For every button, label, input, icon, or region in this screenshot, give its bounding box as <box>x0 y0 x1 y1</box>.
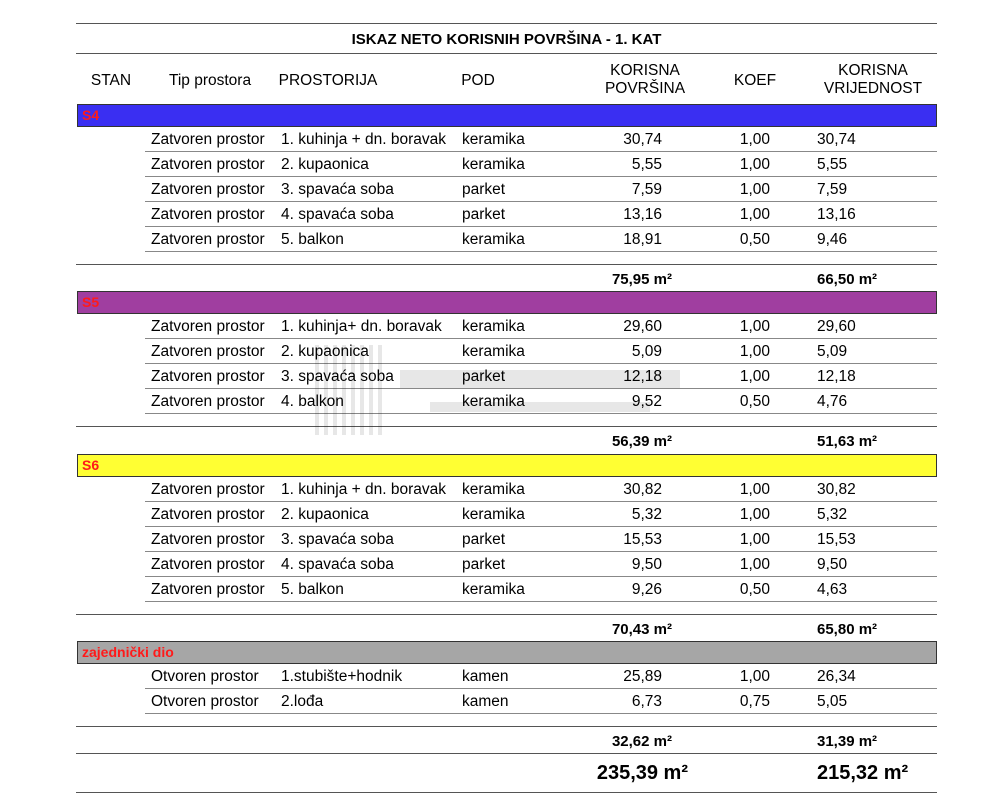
table-row <box>0 502 991 527</box>
header-stan: STAN <box>90 72 132 89</box>
subtotal-top-rule <box>76 614 937 615</box>
header-koef: KOEF <box>733 72 777 89</box>
subtotal-korisna-vrijednost: 66,50 m² <box>817 271 878 288</box>
cell-tip-prostora: Zatvoren prostor <box>151 393 265 410</box>
cell-prostorija: 2. kupaonica <box>281 506 369 523</box>
cell-prostorija: 2. kupaonica <box>281 343 369 360</box>
cell-pod: keramika <box>462 393 525 410</box>
cell-pod: parket <box>462 181 506 198</box>
cell-korisna-povrsina: 9,52 <box>631 393 662 410</box>
table-row <box>0 127 991 152</box>
header-prostorija: PROSTORIJA <box>278 72 378 89</box>
section-band <box>77 641 937 664</box>
section-band <box>77 454 937 477</box>
header-pod: POD <box>461 72 495 89</box>
table-row <box>0 202 991 227</box>
section-band <box>77 104 937 127</box>
cell-pod: keramika <box>462 318 525 335</box>
section-label: S5 <box>82 294 100 310</box>
cell-tip-prostora: Zatvoren prostor <box>151 131 265 148</box>
subtotal-top-rule <box>76 264 937 265</box>
header-korisna-vrijednost-line1: KORISNA <box>838 62 908 79</box>
cell-pod: keramika <box>462 506 525 523</box>
cell-koef: 0,75 <box>739 693 770 710</box>
cell-prostorija: 1.stubište+hodnik <box>281 668 403 685</box>
cell-prostorija: 4. balkon <box>281 393 344 410</box>
header-korisna-povrsina <box>590 62 700 98</box>
cell-pod: keramika <box>462 231 525 248</box>
cell-prostorija: 1. kuhinja + dn. boravak <box>281 481 447 498</box>
cell-korisna-vrijednost: 26,34 <box>817 668 856 685</box>
cell-tip-prostora: Zatvoren prostor <box>151 181 265 198</box>
cell-tip-prostora: Zatvoren prostor <box>151 368 265 385</box>
cell-tip-prostora: Zatvoren prostor <box>151 581 265 598</box>
cell-pod: kamen <box>462 693 509 710</box>
cell-korisna-vrijednost: 5,55 <box>817 156 848 173</box>
section-label: S6 <box>82 457 100 473</box>
table-row <box>0 152 991 177</box>
cell-prostorija: 1. kuhinja + dn. boravak <box>281 131 447 148</box>
cell-prostorija: 1. kuhinja+ dn. boravak <box>281 318 442 335</box>
subtotal-korisna-vrijednost: 31,39 m² <box>817 733 878 750</box>
header-korisna-vrijednost <box>810 62 936 98</box>
cell-korisna-povrsina: 25,89 <box>623 668 662 685</box>
cell-tip-prostora: Zatvoren prostor <box>151 318 265 335</box>
cell-tip-prostora: Zatvoren prostor <box>151 231 265 248</box>
row-underline <box>145 413 937 414</box>
cell-korisna-povrsina: 5,32 <box>631 506 662 523</box>
table-top-rule <box>76 23 937 24</box>
cell-korisna-vrijednost: 9,46 <box>817 231 848 248</box>
cell-tip-prostora: Zatvoren prostor <box>151 156 265 173</box>
cell-prostorija: 2.lođa <box>281 693 324 710</box>
cell-korisna-vrijednost: 9,50 <box>817 556 848 573</box>
cell-korisna-povrsina: 5,09 <box>631 343 662 360</box>
subtotal-korisna-povrsina: 75,95 m² <box>611 271 672 288</box>
cell-prostorija: 3. spavaća soba <box>281 368 394 385</box>
table-row <box>0 477 991 502</box>
table-row <box>0 227 991 252</box>
cell-pod: parket <box>462 368 506 385</box>
row-underline <box>145 601 937 602</box>
table-row <box>0 664 991 689</box>
cell-tip-prostora: Otvoren prostor <box>151 693 259 710</box>
table-row <box>0 314 991 339</box>
section-label: S4 <box>82 107 100 123</box>
cell-tip-prostora: Zatvoren prostor <box>151 343 265 360</box>
table-row <box>0 689 991 714</box>
cell-koef: 1,00 <box>739 181 770 198</box>
cell-koef: 1,00 <box>739 506 770 523</box>
cell-tip-prostora: Zatvoren prostor <box>151 531 265 548</box>
cell-tip-prostora: Zatvoren prostor <box>151 481 265 498</box>
cell-prostorija: 3. spavaća soba <box>281 181 394 198</box>
cell-koef: 1,00 <box>739 343 770 360</box>
cell-pod: parket <box>462 556 506 573</box>
cell-koef: 1,00 <box>739 481 770 498</box>
cell-tip-prostora: Zatvoren prostor <box>151 506 265 523</box>
cell-korisna-povrsina: 30,74 <box>623 131 662 148</box>
cell-korisna-vrijednost: 15,53 <box>817 531 856 548</box>
header-tip-prostora: Tip prostora <box>168 72 252 89</box>
cell-korisna-vrijednost: 30,82 <box>817 481 856 498</box>
table-row <box>0 577 991 602</box>
cell-koef: 1,00 <box>739 318 770 335</box>
cell-korisna-povrsina: 18,91 <box>623 231 662 248</box>
cell-korisna-vrijednost: 5,09 <box>817 343 848 360</box>
table-row <box>0 364 991 389</box>
cell-korisna-povrsina: 30,82 <box>623 481 662 498</box>
cell-korisna-vrijednost: 4,63 <box>817 581 848 598</box>
cell-korisna-povrsina: 9,26 <box>631 581 662 598</box>
cell-korisna-povrsina: 29,60 <box>623 318 662 335</box>
table-row <box>0 389 991 414</box>
cell-pod: parket <box>462 206 506 223</box>
table-row <box>0 177 991 202</box>
cell-korisna-vrijednost: 30,74 <box>817 131 856 148</box>
cell-korisna-povrsina: 6,73 <box>631 693 662 710</box>
grand-total-vrijednost: 215,32 m² <box>817 762 909 784</box>
cell-prostorija: 3. spavaća soba <box>281 531 394 548</box>
subtotal-korisna-povrsina: 56,39 m² <box>611 433 672 450</box>
header-korisna-povrsina-line1: KORISNA <box>610 62 680 79</box>
table-bottom-rule <box>76 792 937 793</box>
cell-korisna-povrsina: 15,53 <box>623 531 662 548</box>
cell-korisna-vrijednost: 12,18 <box>817 368 856 385</box>
cell-tip-prostora: Zatvoren prostor <box>151 206 265 223</box>
cell-korisna-povrsina: 13,16 <box>623 206 662 223</box>
cell-korisna-vrijednost: 7,59 <box>817 181 848 198</box>
cell-korisna-povrsina: 5,55 <box>631 156 662 173</box>
cell-koef: 1,00 <box>739 156 770 173</box>
grand-total-povrsina: 235,39 m² <box>596 762 688 784</box>
table-row <box>0 339 991 364</box>
subtotal-korisna-povrsina: 32,62 m² <box>611 733 672 750</box>
cell-pod: parket <box>462 531 506 548</box>
row-underline <box>145 251 937 252</box>
cell-koef: 1,00 <box>739 131 770 148</box>
cell-koef: 1,00 <box>739 368 770 385</box>
title-bottom-rule <box>76 53 937 54</box>
cell-prostorija: 5. balkon <box>281 231 344 248</box>
header-korisna-povrsina-line2: POVRŠINA <box>604 80 686 97</box>
cell-korisna-vrijednost: 4,76 <box>817 393 848 410</box>
cell-korisna-vrijednost: 29,60 <box>817 318 856 335</box>
cell-koef: 0,50 <box>739 393 770 410</box>
subtotal-top-rule <box>76 426 937 427</box>
cell-pod: keramika <box>462 581 525 598</box>
row-underline <box>145 713 937 714</box>
grand-total-top-rule <box>76 753 937 754</box>
header-korisna-vrijednost-line2: VRIJEDNOST <box>823 80 923 97</box>
cell-pod: keramika <box>462 481 525 498</box>
cell-pod: keramika <box>462 131 525 148</box>
subtotal-korisna-povrsina: 70,43 m² <box>611 621 672 638</box>
cell-koef: 1,00 <box>739 531 770 548</box>
cell-prostorija: 4. spavaća soba <box>281 556 394 573</box>
cell-koef: 0,50 <box>739 231 770 248</box>
cell-koef: 1,00 <box>739 668 770 685</box>
section-band <box>77 291 937 314</box>
cell-tip-prostora: Otvoren prostor <box>151 668 259 685</box>
cell-tip-prostora: Zatvoren prostor <box>151 556 265 573</box>
subtotal-korisna-vrijednost: 51,63 m² <box>817 433 878 450</box>
cell-korisna-vrijednost: 13,16 <box>817 206 856 223</box>
cell-korisna-povrsina: 7,59 <box>631 181 662 198</box>
table-title: ISKAZ NETO KORISNIH POVRŠINA - 1. KAT <box>351 31 662 48</box>
cell-korisna-vrijednost: 5,05 <box>817 693 848 710</box>
subtotal-top-rule <box>76 726 937 727</box>
cell-prostorija: 5. balkon <box>281 581 344 598</box>
cell-korisna-povrsina: 12,18 <box>623 368 662 385</box>
cell-korisna-povrsina: 9,50 <box>631 556 662 573</box>
table-row <box>0 527 991 552</box>
section-label: zajednički dio <box>82 644 174 660</box>
cell-korisna-vrijednost: 5,32 <box>817 506 848 523</box>
subtotal-korisna-vrijednost: 65,80 m² <box>817 621 878 638</box>
table-row <box>0 552 991 577</box>
cell-pod: keramika <box>462 156 525 173</box>
cell-koef: 1,00 <box>739 206 770 223</box>
cell-koef: 0,50 <box>739 581 770 598</box>
cell-prostorija: 4. spavaća soba <box>281 206 394 223</box>
cell-prostorija: 2. kupaonica <box>281 156 369 173</box>
cell-pod: keramika <box>462 343 525 360</box>
cell-pod: kamen <box>462 668 509 685</box>
cell-koef: 1,00 <box>739 556 770 573</box>
